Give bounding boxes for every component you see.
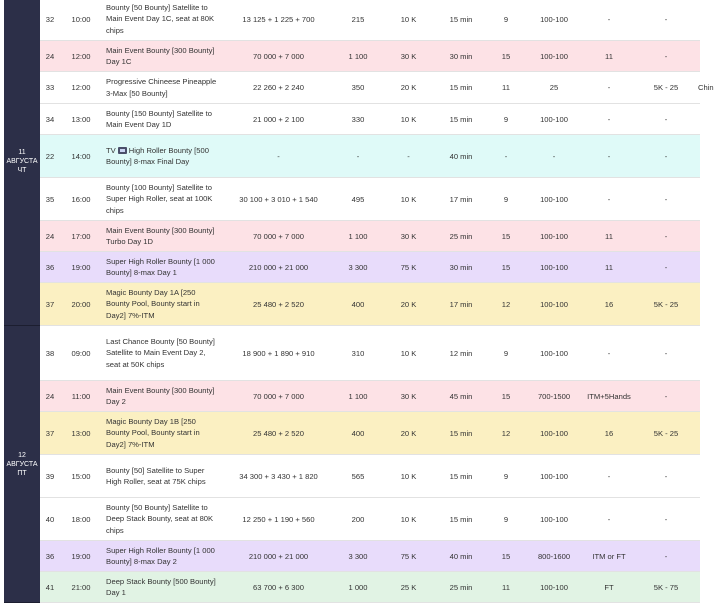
level-duration-cell: 15 min [449,83,473,92]
late-registration-cell: 15 [501,391,511,401]
event-number-cell: 40 [45,514,55,524]
start-time-cell: 21:00 [71,582,91,592]
buy-in-cell: 210 000 + 21 000 [248,551,309,561]
buy-in-cell: 12 250 + 1 190 + 560 [242,514,315,524]
starting-stack-cell: 10 K [400,194,417,204]
start-time-cell: 14:00 [71,151,91,161]
guarantee-cell: - [664,514,668,524]
starting-stack-cell: 10 K [400,14,417,24]
table-row[interactable] [40,572,700,603]
start-time-cell: 09:00 [71,348,91,358]
itm-info-cell: 16 [604,299,614,309]
table-row[interactable] [40,135,700,178]
event-number-cell: 34 [45,114,55,124]
late-registration-cell: - [504,151,508,161]
tournament-name-cell: Super High Roller Bounty [1 000 Bounty] 8-max Day 2 [106,545,215,566]
start-time-cell: 17:00 [71,231,91,241]
level-duration-cell: 25 min [449,231,473,241]
itm-info-cell: FT [604,582,614,592]
tournament-name-cell: Progressive Chineese Pineapple 3-Max [50 Bounty] [106,77,217,98]
points-cell: 495 [351,194,365,204]
tournament-name-cell: Magic Bounty Day 1A [250 Bounty Pool, Bounty start in Day2] 7%-ITM [106,287,200,320]
starting-stack-cell: 30 K [400,51,417,61]
event-number-cell: 24 [45,391,55,401]
buy-in-cell: 30 100 + 3 010 + 1 540 [239,194,318,204]
start-time-cell: 15:00 [71,471,91,481]
blind-range-cell: - [552,151,556,161]
buy-in-cell: 13 125 + 1 225 + 700 [242,14,315,24]
start-time-cell: 19:00 [71,262,91,272]
points-cell: 3 300 [348,551,368,561]
late-registration-cell: 11 [502,582,510,592]
late-registration-cell: 9 [503,514,509,524]
day-label [4,326,40,603]
level-duration-cell: 15 min [449,471,473,481]
event-number-cell: 38 [45,348,55,358]
blind-range-cell: 700-1500 [537,391,571,401]
blind-range-cell: 100-100 [540,299,568,309]
buy-in-cell: 21 000 + 2 100 [253,114,304,124]
tournament-name-cell: Bounty [50 Bounty] Satellite to Deep Stack Bounty, seat at 80K chips [106,502,214,535]
table-row[interactable] [40,541,700,572]
table-row[interactable] [40,412,700,455]
level-duration-cell: 30 min [449,262,473,272]
tournament-name-cell: Main Event Bounty [300 Bounty] Day 1C [106,45,215,66]
start-time-cell: 20:00 [71,299,91,309]
tv-icon [118,147,127,154]
points-cell: 1 000 [348,582,368,592]
itm-info-cell: 11 [605,262,613,272]
event-number-cell: 35 [45,194,55,204]
start-time-cell: 18:00 [71,514,91,524]
blind-range-cell: 100-100 [540,471,568,481]
points-cell: 215 [351,14,365,24]
event-number-cell: 41 [45,582,55,592]
day-section [4,0,714,326]
starting-stack-cell: 75 K [400,262,417,272]
start-time-cell: 12:00 [71,83,91,92]
blind-range-cell: 100-100 [540,428,568,438]
blind-range-cell: 800-1600 [537,551,571,561]
buy-in-cell: 210 000 + 21 000 [248,262,309,272]
points-cell: 200 [351,514,365,524]
event-number-cell: 32 [45,14,55,24]
itm-info-cell: ITM+5Hands [587,391,631,401]
tournament-name-cell [102,145,222,168]
late-registration-cell: 9 [503,348,509,358]
starting-stack-cell: 30 K [400,231,417,241]
event-number-cell: 37 [45,299,55,309]
table-row[interactable] [40,326,700,381]
buy-in-cell: 25 480 + 2 520 [253,428,304,438]
level-duration-cell: 12 min [449,348,473,358]
late-registration-cell: 9 [503,194,509,204]
buy-in-cell: - [277,151,280,161]
guarantee-cell: - [664,471,668,481]
blind-range-cell: 100-100 [540,114,568,124]
start-time-cell: 11:00 [71,391,91,401]
start-time-cell: 13:00 [71,114,91,124]
buy-in-cell: 22 260 + 2 240 [253,83,304,92]
guarantee-cell: 5K - 25 [653,299,679,309]
points-cell: 330 [351,114,365,124]
blind-range-cell: 100-100 [540,194,568,204]
table-row[interactable] [40,381,700,412]
late-registration-cell: 15 [501,231,511,241]
day-month: АВГУСТА [6,460,38,468]
start-time-cell: 19:00 [71,551,91,561]
table-row[interactable] [40,283,700,326]
guarantee-cell: - [664,51,668,61]
starting-stack-cell: 25 K [400,582,417,592]
day-weekday: ЧТ [17,167,27,174]
guarantee-cell: - [664,348,668,358]
guarantee-cell: 5K - 75 [653,582,679,592]
start-time-cell: 13:00 [71,428,91,438]
points-cell: 400 [351,299,365,309]
guarantee-cell: - [664,231,668,241]
tournament-name-cell: Magic Bounty Day 1B [250 Bounty Pool, Bounty start in Day2] 7%-ITM [106,416,200,449]
starting-stack-cell: 20 K [400,299,417,309]
level-duration-cell: 40 min [449,151,473,161]
tournament-name-cell: Super High Roller Bounty [1 000 Bounty] 8-max Day 1 [106,256,215,277]
day-month: АВГУСТА [6,158,38,165]
extra-column-cell: Chin [698,83,714,92]
itm-info-cell: 11 [605,231,613,241]
guarantee-cell: - [664,551,668,561]
table-row[interactable] [40,41,700,72]
table-row[interactable] [40,455,700,498]
guarantee-cell: 5K - 25 [653,428,679,438]
event-number-cell: 24 [45,51,55,61]
level-duration-cell: 30 min [449,51,473,61]
table-row[interactable] [40,178,700,221]
guarantee-cell: 5K - 25 [653,83,679,92]
level-duration-cell: 45 min [449,391,473,401]
level-duration-cell: 15 min [449,514,473,524]
itm-info-cell: 11 [605,51,613,61]
itm-info-cell: - [607,151,611,161]
points-cell: 1 100 [348,51,368,61]
itm-info-cell: - [607,114,611,124]
starting-stack-cell: 20 K [400,428,417,438]
tournament-name-cell: Bounty [50 Bounty] Satellite to Main Event Day 1C, seat at 80K chips [106,2,215,35]
level-duration-cell: 15 min [449,114,473,124]
starting-stack-cell: 10 K [400,114,417,124]
event-number-cell: 39 [45,471,55,481]
table-row[interactable] [40,221,700,252]
points-cell: 3 300 [348,262,368,272]
tournament-name-cell: Bounty [100 Bounty] Satellite to Super High Roller, seat at 100K chips [106,182,213,215]
guarantee-cell: - [664,391,668,401]
itm-info-cell: ITM or FT [592,551,626,561]
level-duration-cell: 15 min [449,14,473,24]
level-duration-cell: 40 min [449,551,473,561]
itm-info-cell: - [607,14,611,24]
blind-range-cell: 100-100 [540,348,568,358]
table-row[interactable] [40,252,700,283]
level-duration-cell: 17 min [449,194,473,204]
late-registration-cell: 15 [501,262,511,272]
late-registration-cell: 9 [503,114,509,124]
tournament-name-cell: Main Event Bounty [300 Bounty] Day 2 [106,385,215,406]
blind-range-cell: 25 [549,83,559,92]
buy-in-cell: 63 700 + 6 300 [253,582,304,592]
day-weekday: ПТ [17,469,27,477]
blind-range-cell: 100-100 [540,262,568,272]
blind-range-cell: 100-100 [540,51,568,61]
points-cell: 310 [351,348,365,358]
tournament-schedule [4,0,714,603]
starting-stack-cell: 30 K [400,391,417,401]
buy-in-cell: 70 000 + 7 000 [253,51,304,61]
guarantee-cell: - [664,114,668,124]
starting-stack-cell: 10 K [400,348,417,358]
late-registration-cell: 11 [502,83,510,92]
start-time-cell: 16:00 [71,194,91,204]
late-registration-cell: 12 [501,428,511,438]
day-date: 11 [18,149,26,156]
table-row[interactable] [40,104,700,135]
table-row[interactable] [40,498,700,541]
day-section [4,326,700,603]
starting-stack-cell: 10 K [400,514,417,524]
level-duration-cell: 15 min [449,428,473,438]
buy-in-cell: 70 000 + 7 000 [253,391,304,401]
event-number-cell: 22 [45,151,55,161]
buy-in-cell: 70 000 + 7 000 [253,231,304,241]
tournament-name-cell: Deep Stack Bounty [500 Bounty] Day 1 [106,576,216,597]
start-time-cell: 10:00 [71,14,91,24]
blind-range-cell: 100-100 [540,231,568,241]
itm-info-cell: 16 [604,428,614,438]
late-registration-cell: 15 [501,51,511,61]
late-registration-cell: 9 [503,14,509,24]
late-registration-cell: 12 [501,299,511,309]
points-cell: 565 [351,471,365,481]
tournament-name-cell: Last Chance Bounty [50 Bounty] Satellite to Main Event Day 2, seat at 50K chips [106,336,215,369]
points-cell: 350 [351,83,365,92]
table-row[interactable] [40,0,700,41]
blind-range-cell: 100-100 [540,582,568,592]
level-duration-cell: 25 min [449,582,473,592]
event-number-cell: 36 [45,551,55,561]
tournament-name-cell: Bounty [50] Satellite to Super High Roller, seat at 75K chips [106,465,206,486]
table-row[interactable] [40,72,714,104]
guarantee-cell: - [664,151,668,161]
event-number-cell: 24 [45,231,55,241]
late-registration-cell: 15 [501,551,511,561]
level-duration-cell: 17 min [449,299,473,309]
points-cell: 1 100 [348,391,368,401]
points-cell: - [356,151,360,161]
event-number-cell: 33 [45,83,55,92]
tournament-name-cell: Bounty [150 Bounty] Satellite to Main Event Day 1D [106,108,212,129]
buy-in-cell: 34 300 + 3 430 + 1 820 [239,471,318,481]
points-cell: 400 [351,428,365,438]
guarantee-cell: - [664,194,668,204]
late-registration-cell: 9 [503,471,509,481]
event-number-cell: 37 [45,428,55,438]
itm-info-cell: - [607,471,611,481]
day-date: 12 [18,451,26,459]
buy-in-cell: 18 900 + 1 890 + 910 [242,348,315,358]
starting-stack-cell: 75 K [400,551,417,561]
tv-label: TV [106,145,116,155]
itm-info-cell: - [607,194,611,204]
points-cell: 1 100 [348,231,368,241]
tournament-title: High Roller Bounty [500 Bounty] 8-max Final Day [106,145,209,166]
itm-info-cell: - [607,83,611,92]
starting-stack-cell: 20 K [400,83,417,92]
itm-info-cell: - [607,348,611,358]
guarantee-cell: - [664,14,668,24]
itm-info-cell: - [607,514,611,524]
day-label [4,0,40,326]
event-number-cell: 36 [45,262,55,272]
tournament-name-cell: Main Event Bounty [300 Bounty] Turbo Day 1D [106,225,215,246]
starting-stack-cell: 10 K [400,471,417,481]
guarantee-cell: - [664,262,668,272]
start-time-cell: 12:00 [71,51,91,61]
blind-range-cell: 100-100 [540,514,568,524]
starting-stack-cell: - [407,151,410,161]
buy-in-cell: 25 480 + 2 520 [253,299,304,309]
blind-range-cell: 100-100 [540,14,568,24]
